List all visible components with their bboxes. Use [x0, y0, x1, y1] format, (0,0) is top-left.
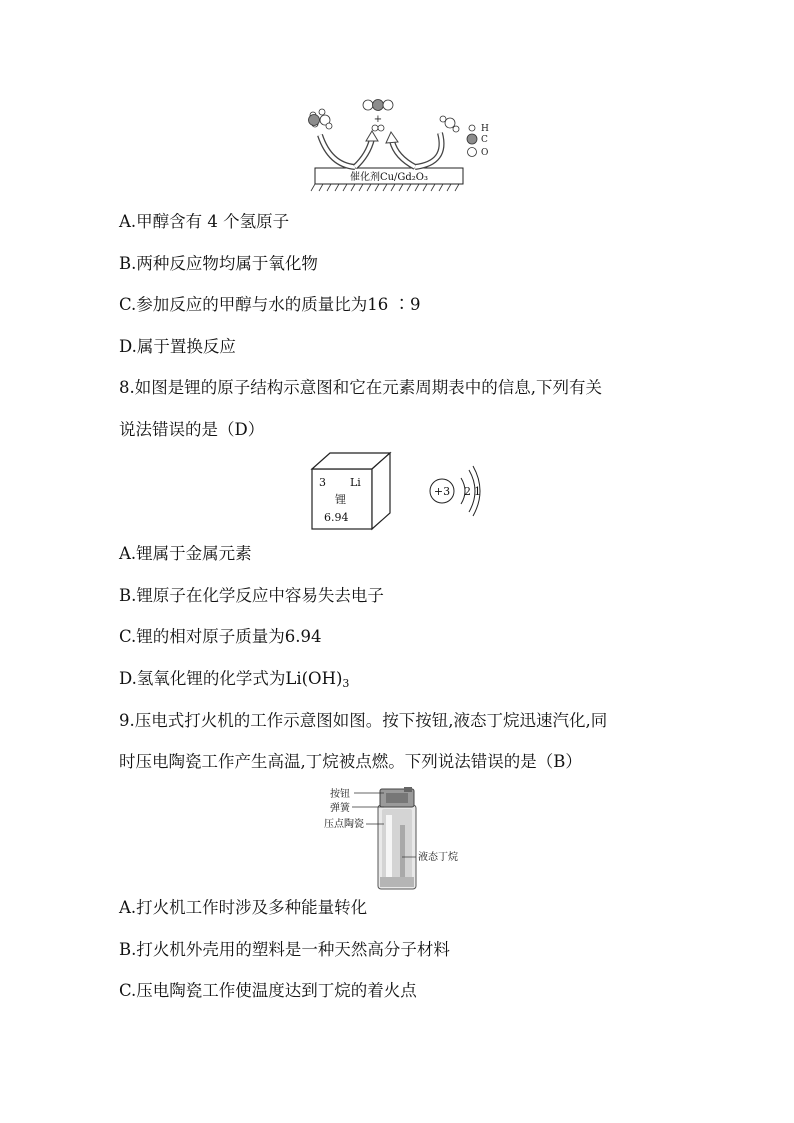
- q8-stem-line2: 说法错误的是（D）: [119, 420, 265, 439]
- lithium-atom-structure: [425, 462, 485, 522]
- label-ceramic: 压点陶瓷: [324, 819, 364, 830]
- q8-option-d-text: D.氢氧化锂的化学式为Li(OH): [119, 669, 343, 688]
- element-number: 3: [319, 476, 326, 489]
- plus-sign: +: [373, 114, 383, 125]
- label-button: 按钮: [330, 789, 350, 800]
- q9-option-a: A.打火机工作时涉及多种能量转化: [119, 898, 368, 917]
- q8-option-c: C.锂的相对原子质量为6.94: [119, 627, 322, 646]
- shell-2-electrons: 1: [474, 485, 481, 498]
- q7-option-b: B.两种反应物均属于氧化物: [119, 254, 318, 273]
- label-spring: 弹簧: [330, 803, 350, 814]
- reaction-diagram: [300, 95, 500, 200]
- q7-option-c: C.参加反应的甲醇与水的质量比为16 ∶9: [119, 295, 421, 314]
- water-molecule: [440, 116, 459, 132]
- q9-option-c: C.压电陶瓷工作使温度达到丁烷的着火点: [119, 981, 417, 1000]
- q8-option-b: B.锂原子在化学反应中容易失去电子: [119, 586, 384, 605]
- q8-stem-line1: 8.如图是锂的原子结构示意图和它在元素周期表中的信息,下列有关: [119, 378, 602, 397]
- methanol-molecule: [309, 109, 333, 129]
- q9-option-b: B.打火机外壳用的塑料是一种天然高分子材料: [119, 940, 450, 959]
- hydrogen-molecule: [372, 125, 384, 131]
- q9-stem-line1: 9.压电式打火机的工作示意图如图。按下按钮,液态丁烷迅速汽化,同: [119, 711, 608, 730]
- legend-label-h: H: [481, 124, 489, 134]
- element-mass: 6.94: [324, 511, 349, 524]
- legend-o-atom: [468, 148, 477, 157]
- catalyst-label: 催化剂Cu/Gd₂O₃: [349, 172, 429, 183]
- lithium-element-card: [310, 451, 395, 531]
- legend-label-c: C: [481, 135, 488, 145]
- carbon-dioxide-molecule: [363, 100, 393, 111]
- q7-option-a: A.甲醇含有 4 个氢原子: [119, 212, 290, 231]
- q8-option-d: [119, 668, 349, 695]
- q8-option-d-subscript: 3: [342, 677, 350, 690]
- lighter-diagram: [320, 785, 480, 893]
- q7-option-d: D.属于置换反应: [119, 337, 236, 356]
- element-name: 锂: [335, 493, 346, 506]
- shell-1-electrons: 2: [464, 485, 471, 498]
- q9-stem-line2: 时压电陶瓷工作产生高温,丁烷被点燃。下列说法错误的是（B）: [119, 752, 582, 771]
- q8-option-a: A.锂属于金属元素: [119, 544, 252, 563]
- nucleus-charge: +3: [433, 485, 451, 498]
- legend-label-o: O: [481, 148, 489, 158]
- label-butane: 液态丁烷: [418, 852, 458, 863]
- element-symbol: Li: [350, 476, 361, 489]
- atom-legend: [467, 124, 489, 158]
- legend-h-atom: [469, 125, 475, 131]
- legend-c-atom: [467, 134, 477, 144]
